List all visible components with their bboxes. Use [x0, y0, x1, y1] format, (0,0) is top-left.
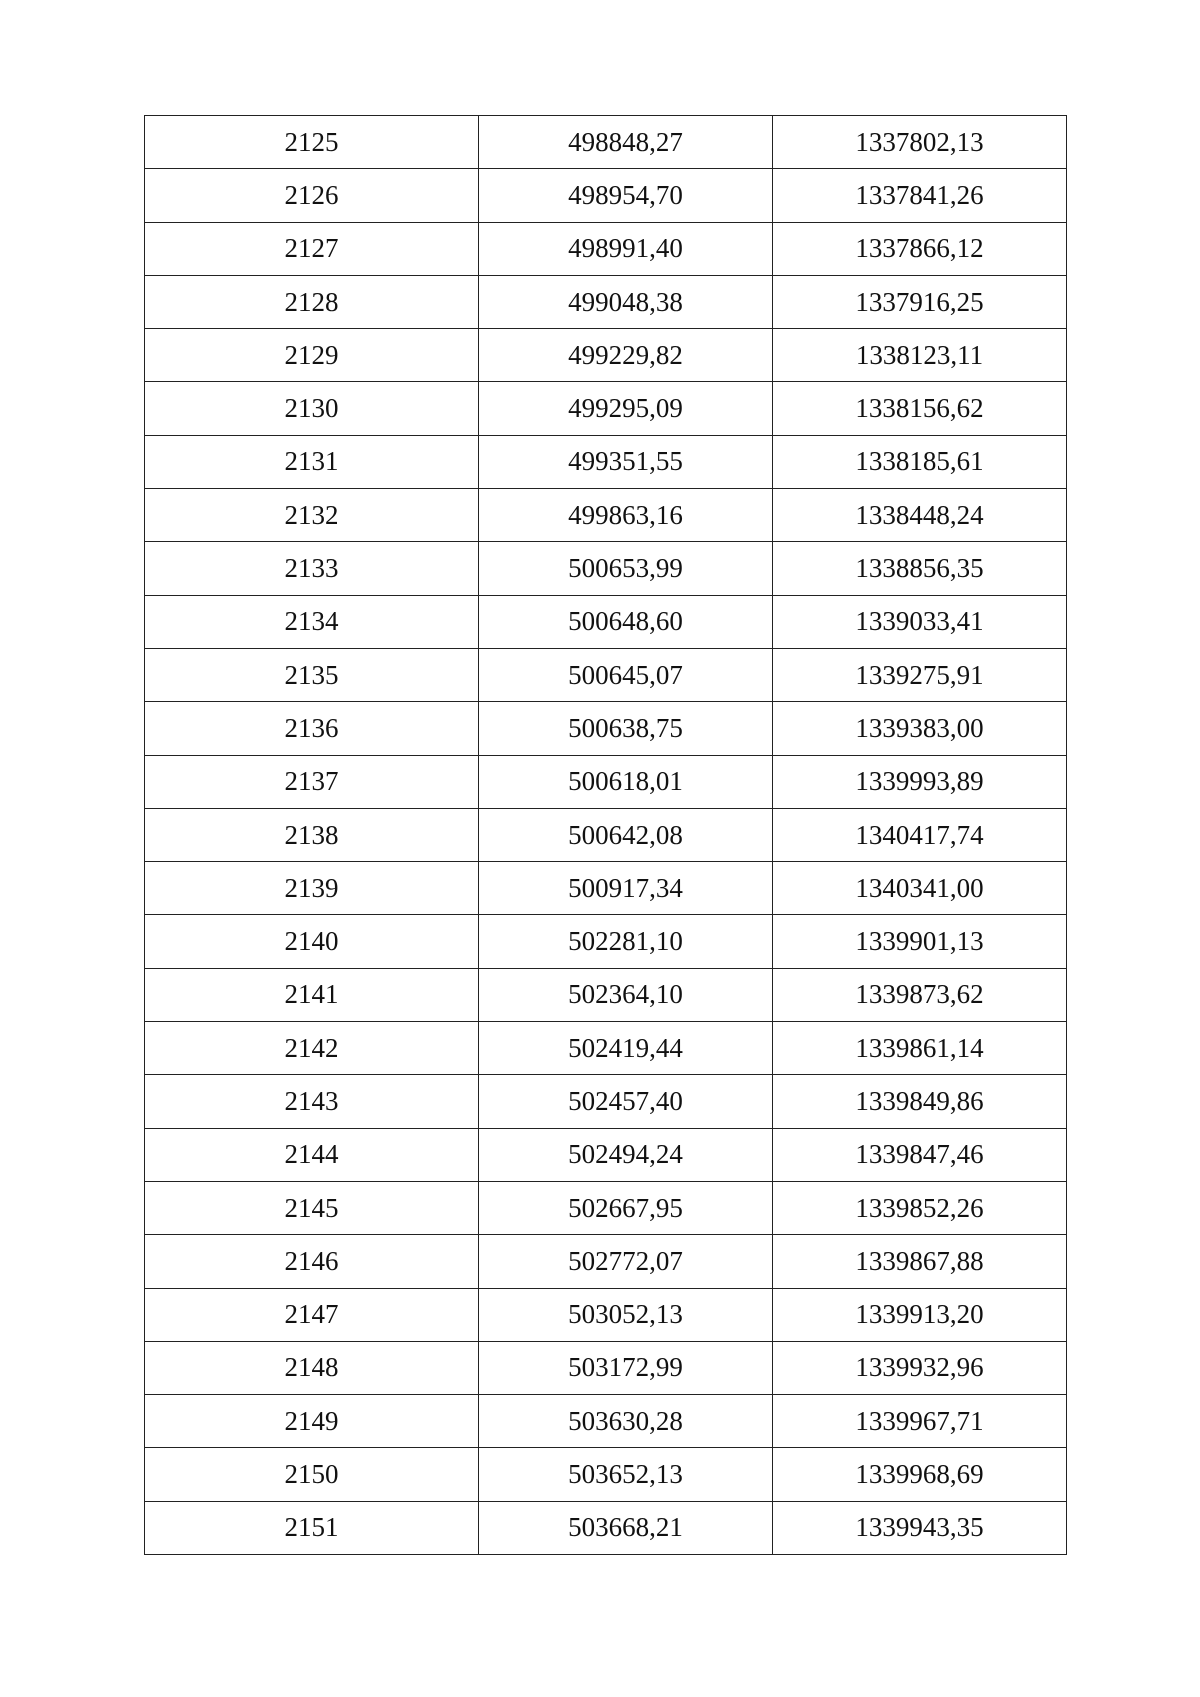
x-coordinate-cell: 500642,08 — [479, 808, 773, 861]
y-coordinate-cell: 1339913,20 — [773, 1288, 1067, 1341]
point-number-cell: 2148 — [145, 1341, 479, 1394]
x-coordinate-cell: 502281,10 — [479, 915, 773, 968]
point-number-cell: 2151 — [145, 1501, 479, 1554]
x-coordinate-cell: 499351,55 — [479, 435, 773, 488]
y-coordinate-cell: 1339849,86 — [773, 1075, 1067, 1128]
table-row — [145, 702, 1067, 755]
table-row — [145, 755, 1067, 808]
y-coordinate-cell: 1339861,14 — [773, 1022, 1067, 1075]
x-coordinate-cell: 502494,24 — [479, 1128, 773, 1181]
y-coordinate-cell: 1339847,46 — [773, 1128, 1067, 1181]
x-coordinate-cell: 499295,09 — [479, 382, 773, 435]
x-coordinate-cell: 499863,16 — [479, 489, 773, 542]
x-coordinate-cell: 500653,99 — [479, 542, 773, 595]
table-row — [145, 1022, 1067, 1075]
x-coordinate-cell: 500618,01 — [479, 755, 773, 808]
point-number-cell: 2147 — [145, 1288, 479, 1341]
y-coordinate-cell: 1339867,88 — [773, 1235, 1067, 1288]
y-coordinate-cell: 1338856,35 — [773, 542, 1067, 595]
x-coordinate-cell: 499048,38 — [479, 275, 773, 328]
point-number-cell: 2130 — [145, 382, 479, 435]
table-row — [145, 968, 1067, 1021]
point-number-cell: 2133 — [145, 542, 479, 595]
coordinates-table — [144, 115, 1067, 1555]
x-coordinate-cell: 503630,28 — [479, 1395, 773, 1448]
point-number-cell: 2141 — [145, 968, 479, 1021]
table-row — [145, 542, 1067, 595]
table-row — [145, 382, 1067, 435]
y-coordinate-cell: 1339967,71 — [773, 1395, 1067, 1448]
table-row — [145, 595, 1067, 648]
point-number-cell: 2127 — [145, 222, 479, 275]
x-coordinate-cell: 503172,99 — [479, 1341, 773, 1394]
table-row — [145, 1128, 1067, 1181]
x-coordinate-cell: 500648,60 — [479, 595, 773, 648]
point-number-cell: 2125 — [145, 116, 479, 169]
table-row — [145, 1075, 1067, 1128]
table-row — [145, 1395, 1067, 1448]
y-coordinate-cell: 1339993,89 — [773, 755, 1067, 808]
y-coordinate-cell: 1340417,74 — [773, 808, 1067, 861]
point-number-cell: 2146 — [145, 1235, 479, 1288]
y-coordinate-cell: 1340341,00 — [773, 862, 1067, 915]
table-row — [145, 1235, 1067, 1288]
table-row — [145, 116, 1067, 169]
y-coordinate-cell: 1339873,62 — [773, 968, 1067, 1021]
x-coordinate-cell: 502364,10 — [479, 968, 773, 1021]
table-row — [145, 915, 1067, 968]
y-coordinate-cell: 1338448,24 — [773, 489, 1067, 542]
point-number-cell: 2149 — [145, 1395, 479, 1448]
y-coordinate-cell: 1339932,96 — [773, 1341, 1067, 1394]
table-row — [145, 1288, 1067, 1341]
x-coordinate-cell: 499229,82 — [479, 329, 773, 382]
y-coordinate-cell: 1338185,61 — [773, 435, 1067, 488]
y-coordinate-cell: 1339275,91 — [773, 648, 1067, 701]
table-row — [145, 222, 1067, 275]
x-coordinate-cell: 503052,13 — [479, 1288, 773, 1341]
x-coordinate-cell: 500645,07 — [479, 648, 773, 701]
x-coordinate-cell: 502419,44 — [479, 1022, 773, 1075]
point-number-cell: 2135 — [145, 648, 479, 701]
y-coordinate-cell: 1337866,12 — [773, 222, 1067, 275]
x-coordinate-cell: 503652,13 — [479, 1448, 773, 1501]
point-number-cell: 2132 — [145, 489, 479, 542]
x-coordinate-cell: 503668,21 — [479, 1501, 773, 1554]
table-row — [145, 329, 1067, 382]
table-row — [145, 648, 1067, 701]
y-coordinate-cell: 1338156,62 — [773, 382, 1067, 435]
point-number-cell: 2137 — [145, 755, 479, 808]
y-coordinate-cell: 1339033,41 — [773, 595, 1067, 648]
x-coordinate-cell: 500917,34 — [479, 862, 773, 915]
table-row — [145, 275, 1067, 328]
x-coordinate-cell: 502457,40 — [479, 1075, 773, 1128]
point-number-cell: 2138 — [145, 808, 479, 861]
x-coordinate-cell: 500638,75 — [479, 702, 773, 755]
table-row — [145, 1501, 1067, 1554]
x-coordinate-cell: 498954,70 — [479, 169, 773, 222]
point-number-cell: 2145 — [145, 1181, 479, 1234]
y-coordinate-cell: 1337802,13 — [773, 116, 1067, 169]
point-number-cell: 2150 — [145, 1448, 479, 1501]
table-row — [145, 1341, 1067, 1394]
y-coordinate-cell: 1339901,13 — [773, 915, 1067, 968]
point-number-cell: 2129 — [145, 329, 479, 382]
point-number-cell: 2128 — [145, 275, 479, 328]
y-coordinate-cell: 1338123,11 — [773, 329, 1067, 382]
y-coordinate-cell: 1337916,25 — [773, 275, 1067, 328]
y-coordinate-cell: 1339968,69 — [773, 1448, 1067, 1501]
table-body — [145, 116, 1067, 1555]
table-row — [145, 435, 1067, 488]
x-coordinate-cell: 498991,40 — [479, 222, 773, 275]
table-row — [145, 1448, 1067, 1501]
point-number-cell: 2143 — [145, 1075, 479, 1128]
x-coordinate-cell: 502772,07 — [479, 1235, 773, 1288]
y-coordinate-cell: 1339943,35 — [773, 1501, 1067, 1554]
table-row — [145, 489, 1067, 542]
point-number-cell: 2131 — [145, 435, 479, 488]
y-coordinate-cell: 1337841,26 — [773, 169, 1067, 222]
point-number-cell: 2144 — [145, 1128, 479, 1181]
x-coordinate-cell: 502667,95 — [479, 1181, 773, 1234]
point-number-cell: 2139 — [145, 862, 479, 915]
table-row — [145, 862, 1067, 915]
table-row — [145, 1181, 1067, 1234]
point-number-cell: 2134 — [145, 595, 479, 648]
table-row — [145, 808, 1067, 861]
point-number-cell: 2126 — [145, 169, 479, 222]
y-coordinate-cell: 1339852,26 — [773, 1181, 1067, 1234]
point-number-cell: 2140 — [145, 915, 479, 968]
point-number-cell: 2136 — [145, 702, 479, 755]
table-row — [145, 169, 1067, 222]
x-coordinate-cell: 498848,27 — [479, 116, 773, 169]
point-number-cell: 2142 — [145, 1022, 479, 1075]
y-coordinate-cell: 1339383,00 — [773, 702, 1067, 755]
